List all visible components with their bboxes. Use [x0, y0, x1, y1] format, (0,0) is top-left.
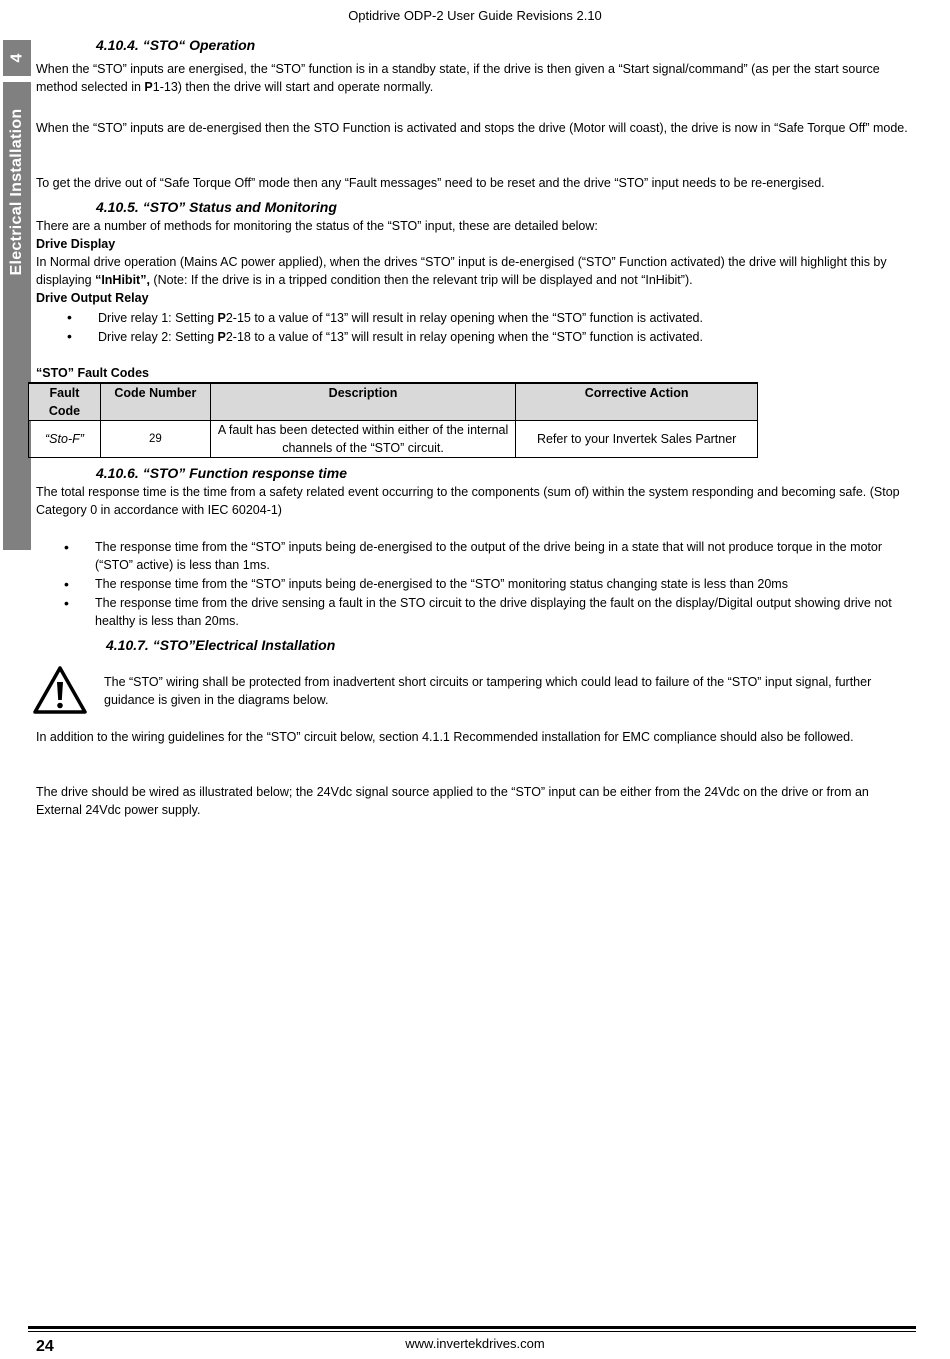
- bullet-dot: •: [67, 309, 72, 325]
- response-time-bullet-2: The response time from the “STO” inputs being de-energised to the “STO” monitoring status changing state is less than 20ms: [95, 577, 788, 591]
- sto-operation-paragraph-2: When the “STO” inputs are de-energised then the STO Function is activated and stops the drive (Motor will coast), the drive is now in “Safe Torque Off” mode.: [36, 121, 908, 135]
- warning-triangle-icon: [32, 664, 88, 716]
- chapter-title: Electrical Installation: [8, 108, 25, 276]
- installation-paragraph-1: In addition to the wiring guidelines for the “STO” circuit below, section 4.1.1 Recommended installation for EMC compliance should also be followed.: [36, 730, 854, 744]
- bullet-dot: •: [64, 576, 69, 592]
- tab-separator: [3, 76, 31, 82]
- heading-4-10-7: 4.10.7. “STO”Electrical Installation: [106, 637, 336, 653]
- drive-display-paragraph: In Normal drive operation (Mains AC power applied), when the drives “STO” input is de-energised (“STO” Function activated) the drive will highlight this by displaying “InHibit”, (Note: If the drive is in a tripped condition then the relevant trip will be displayed and not “InHibit”).: [36, 255, 887, 287]
- sto-operation-paragraph-1: When the “STO” inputs are energised, the “STO” function is in a standby state, if the drive is then given a “Start signal/command” (as per the start source method selected in P1-13) then the drive will start and operate normally.: [36, 62, 880, 94]
- bullet-dot: •: [64, 539, 69, 555]
- chapter-number: 4: [8, 53, 25, 63]
- header-description: Description: [210, 383, 516, 421]
- response-time-bullet-3: The response time from the drive sensing a fault in the STO circuit to the drive displaying the fault on the display/Digital output showing drive not healthy is less than 20ms.: [95, 596, 892, 628]
- response-time-intro: The total response time is the time from a safety related event occurring to the components (sum of) within the system responding and becoming safe. (Stop Category 0 in accordance with IEC 60204-1): [36, 485, 900, 517]
- drive-output-relay-title: Drive Output Relay: [36, 291, 149, 305]
- table-row: [29, 421, 758, 458]
- header-corrective-action: Corrective Action: [516, 383, 758, 421]
- chapter-side-tab: [3, 40, 31, 550]
- heading-4-10-4: 4.10.4. “STO“ Operation: [96, 37, 256, 53]
- table-header-row: [29, 383, 758, 421]
- document-header-title: Optidrive ODP-2 User Guide Revisions 2.10: [348, 8, 602, 23]
- relay-2-bullet: Drive relay 2: Setting P2-18 to a value of “13” will result in relay opening when the “STO” function is activated.: [98, 330, 703, 344]
- footer-rule-thick: [28, 1326, 916, 1329]
- installation-paragraph-2: The drive should be wired as illustrated below; the 24Vdc signal source applied to the “STO” input can be either from the 24Vdc on the drive or from an External 24Vdc power supply.: [36, 785, 869, 817]
- cell-code-number: 29: [100, 421, 210, 458]
- footer-url: www.invertekdrives.com: [405, 1336, 545, 1351]
- header-code-number: Code Number: [100, 383, 210, 421]
- heading-4-10-6: 4.10.6. “STO” Function response time: [96, 465, 348, 481]
- drive-display-title: Drive Display: [36, 237, 116, 251]
- monitoring-intro: There are a number of methods for monitoring the status of the “STO” input, these are detailed below:: [36, 219, 598, 233]
- sto-operation-paragraph-3: To get the drive out of “Safe Torque Off” mode then any “Fault messages” need to be reset and the drive “STO” input needs to be re-energised.: [36, 176, 825, 190]
- cell-corrective-action: Refer to your Invertek Sales Partner: [516, 421, 758, 458]
- warning-text: The “STO” wiring shall be protected from inadvertent short circuits or tampering which could lead to failure of the “STO” input signal, further guidance is given in the diagrams below.: [104, 675, 872, 707]
- page-number: 24: [36, 1338, 54, 1355]
- bullet-dot: •: [64, 595, 69, 611]
- bullet-dot: •: [67, 328, 72, 344]
- fault-codes-title: “STO” Fault Codes: [36, 366, 149, 380]
- cell-fault-code: “Sto-F”: [29, 421, 101, 458]
- cell-description: A fault has been detected within either of the internal channels of the “STO” circuit.: [210, 421, 516, 458]
- footer-rule-thin: [28, 1331, 916, 1332]
- relay-1-bullet: Drive relay 1: Setting P2-15 to a value of “13” will result in relay opening when the “STO” function is activated.: [98, 311, 703, 325]
- fault-codes-table: [28, 382, 758, 458]
- header-fault-code: Fault Code: [29, 383, 101, 421]
- response-time-bullet-1: The response time from the “STO” inputs being de-energised to the output of the drive being in a state that will not produce torque in the motor (“STO” active) is less than 1ms.: [95, 540, 883, 572]
- heading-4-10-5: 4.10.5. “STO” Status and Monitoring: [96, 199, 337, 215]
